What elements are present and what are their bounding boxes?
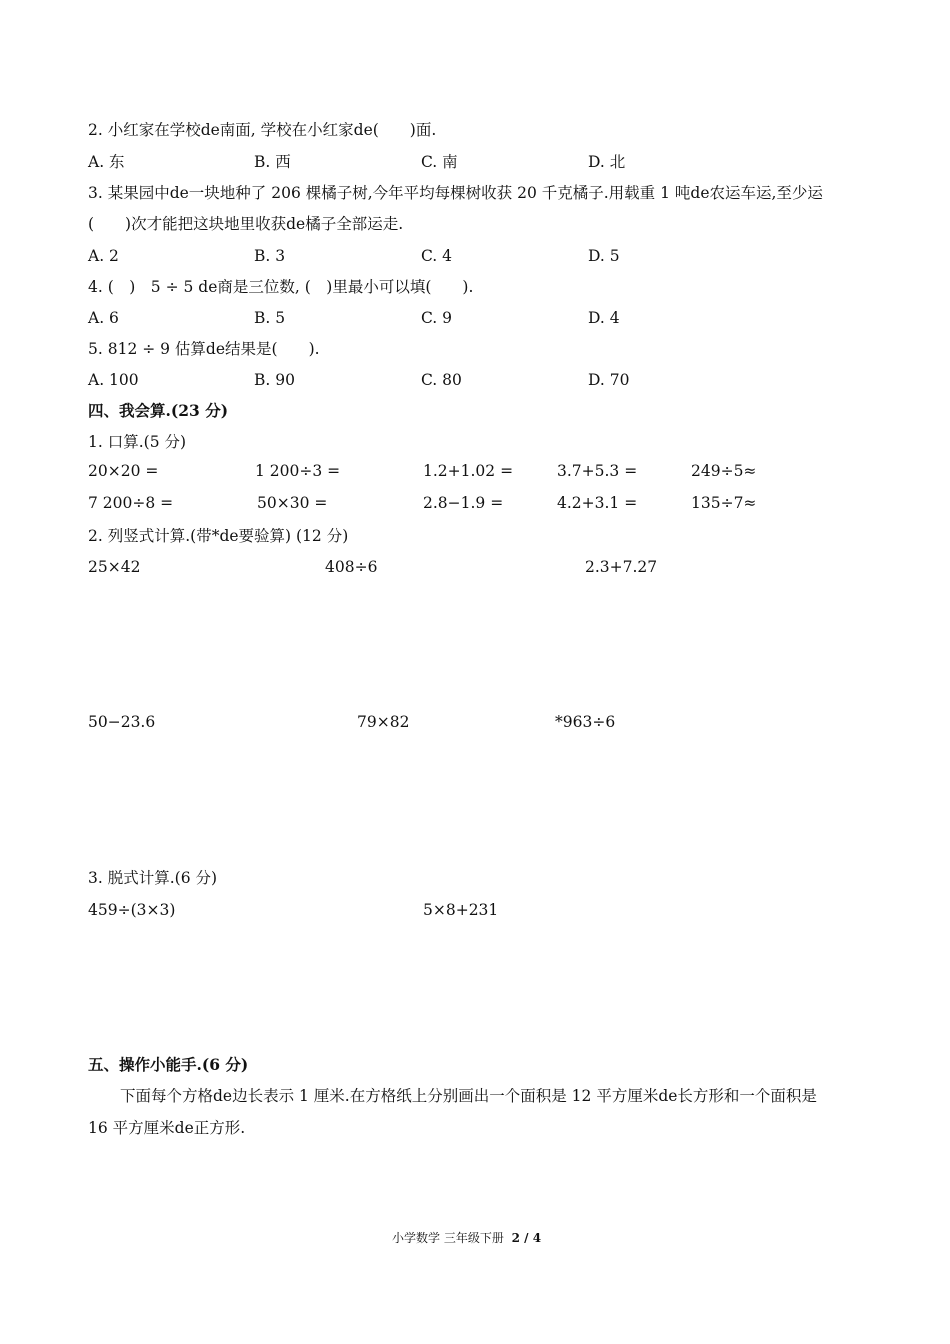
question-5-option-d: D. 70 [588, 371, 630, 389]
vertical-calc-title: 2. 列竖式计算.(带*de要验算) (12 分) [88, 527, 349, 545]
section-5-instruction-line-1: 下面每个方格de边长表示 1 厘米.在方格纸上分别画出一个面积是 12 平方厘米de长方形和一个面积是 [120, 1087, 817, 1105]
question-3-stem: 3. 某果园中de一块地种了 206 棵橘子树,今年平均每棵树收获 20 千克橘子.用载重 1 吨de农运车运,至少运 [88, 184, 823, 202]
step-calc-title: 3. 脱式计算.(6 分) [88, 869, 218, 887]
oral-calc-title: 1. 口算.(5 分) [88, 433, 187, 451]
section-5-title: 五、操作小能手.(6 分) [88, 1055, 249, 1074]
vertical-calc-item: 25×42 [88, 558, 141, 576]
question-4-option-a: A. 6 [88, 309, 119, 327]
vertical-calc-item: 408÷6 [325, 558, 378, 576]
oral-calc-item: 249÷5≈ [691, 462, 757, 480]
section-4-title: 四、我会算.(23 分) [88, 401, 229, 420]
footer-subject: 小学数学 三年级下册 [392, 1231, 504, 1245]
section-5-instruction-line-2: 16 平方厘米de正方形. [88, 1119, 246, 1137]
question-3-option-b: B. 3 [254, 247, 286, 265]
vertical-calc-item: 2.3+7.27 [585, 558, 658, 576]
oral-calc-item: 20×20 = [88, 462, 159, 480]
oral-calc-item: 1 200÷3 = [255, 462, 341, 480]
footer [392, 1228, 541, 1248]
question-2-option-c: C. 南 [421, 153, 458, 171]
question-2-option-d: D. 北 [588, 153, 626, 171]
step-calc-item: 5×8+231 [423, 901, 499, 919]
question-3-option-a: A. 2 [88, 247, 119, 265]
question-5-option-a: A. 100 [88, 371, 139, 389]
question-4-option-d: D. 4 [588, 309, 620, 327]
oral-calc-item: 135÷7≈ [691, 494, 757, 512]
oral-calc-item: 1.2+1.02 = [423, 462, 514, 480]
oral-calc-item: 2.8−1.9 = [423, 494, 504, 512]
question-4-option-c: C. 9 [421, 309, 453, 327]
vertical-calc-item: 79×82 [357, 713, 410, 731]
question-3-option-c: C. 4 [421, 247, 453, 265]
question-2-option-b: B. 西 [254, 153, 291, 171]
question-5-option-c: C. 80 [421, 371, 462, 389]
question-3-option-d: D. 5 [588, 247, 620, 265]
vertical-calc-item: *963÷6 [555, 713, 616, 731]
page-number: 2 / 4 [511, 1231, 542, 1245]
question-4-option-b: B. 5 [254, 309, 286, 327]
oral-calc-item: 3.7+5.3 = [557, 462, 638, 480]
oral-calc-item: 7 200÷8 = [88, 494, 174, 512]
question-2-stem: 2. 小红家在学校de南面, 学校在小红家de( )面. [88, 121, 437, 139]
question-2-option-a: A. 东 [88, 153, 125, 171]
question-4-stem: 4. ( ) 5 ÷ 5 de商是三位数, ( )里最小可以填( ). [88, 278, 474, 296]
oral-calc-item: 4.2+3.1 = [557, 494, 638, 512]
question-5-stem: 5. 812 ÷ 9 估算de结果是( ). [88, 340, 320, 358]
question-3-stem-continued: ( )次才能把这块地里收获de橘子全部运走. [88, 215, 404, 233]
step-calc-item: 459÷(3×3) [88, 901, 176, 919]
question-5-option-b: B. 90 [254, 371, 295, 389]
vertical-calc-item: 50−23.6 [88, 713, 156, 731]
oral-calc-item: 50×30 = [257, 494, 328, 512]
